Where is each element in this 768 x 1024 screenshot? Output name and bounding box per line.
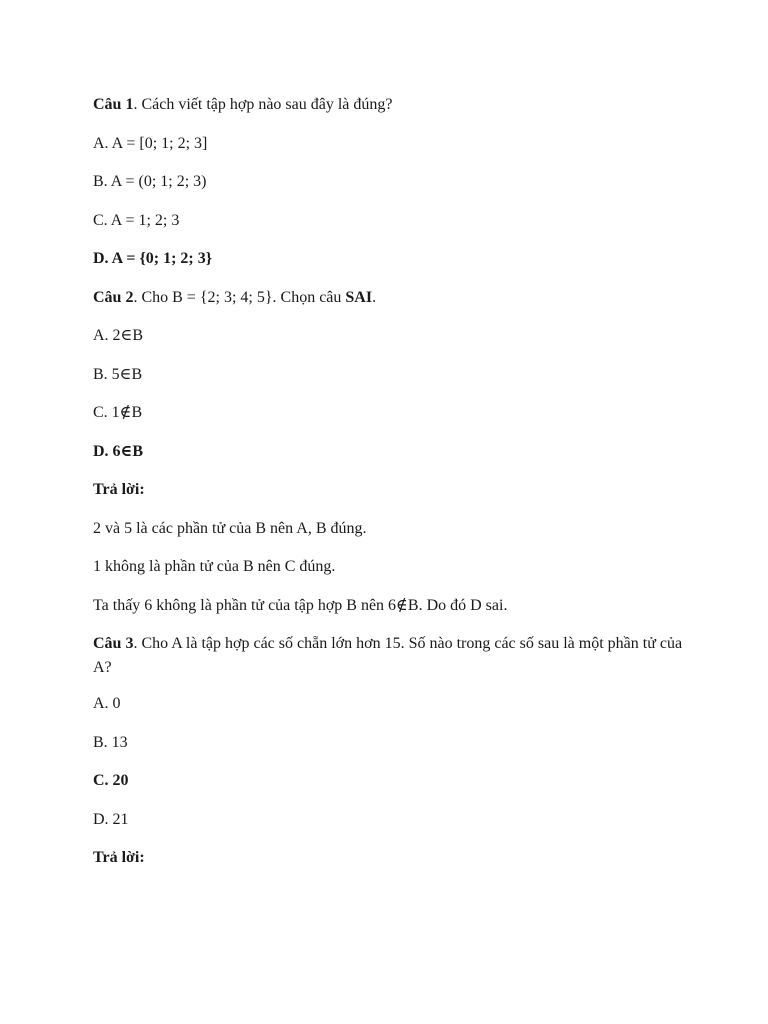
question-2-text-post: . [372,288,377,306]
question-1-text: . Cách viết tập hợp nào sau đây là đúng? [133,96,393,113]
question-2 [93,288,683,307]
question-1-option-d-correct [93,249,683,268]
question-2-answer-line: 2 và 5 là các phần tử của B nên A, B đúng. [93,519,367,537]
question-3-option-c-correct [93,771,683,790]
question-3-answer-heading [93,848,683,867]
question-2-label: Câu 2 [93,288,134,306]
question-1-option-c: C. A = 1; 2; 3 [93,211,180,229]
question-2-option-b: B. 5∈B [93,365,143,383]
question-3-text: . Cho A là tập hợp các số chẵn lớn hơn 15. Số nào trong các số sau là một phần tử của A? [93,635,683,676]
question-3-option-a: A. 0 [93,695,121,712]
question-3-option-d: D. 21 [93,810,129,828]
question-2-option-d-correct [93,442,683,461]
question-1-option-a: A. A = [0; 1; 2; 3] [93,134,208,152]
document-page [93,95,683,887]
question-2-emphasis: SAI [345,288,373,306]
question-2-answer-label: Trả lời: [93,481,145,498]
question-2-answer-heading [93,480,683,499]
question-1-label: Câu 1 [93,96,134,113]
question-2-answer-line: 1 không là phần tử của B nên C đúng. [93,558,336,575]
question-2-answer-line: Ta thấy 6 không là phần tử của tập hợp B nên 6∉B. Do đó D sai. [93,596,508,614]
question-3-option-c-text: C. 20 [93,772,129,789]
question-1-option-b: B. A = (0; 1; 2; 3) [93,173,207,190]
question-3 [93,632,683,680]
question-3-option-b: B. 13 [93,733,128,751]
question-2-option-d-text: D. 6∈B [93,442,144,460]
question-2-option-c: C. 1∉B [93,404,143,421]
question-2-option-a: A. 2∈B [93,327,144,344]
question-3-label: Câu 3 [93,635,134,652]
question-1 [93,95,683,114]
question-2-text-pre: . Cho B = {2; 3; 4; 5}. Chọn câu [133,288,346,306]
question-3-answer-label: Trả lời: [93,849,145,866]
question-1-option-d-text: D. A = {0; 1; 2; 3} [93,250,213,267]
